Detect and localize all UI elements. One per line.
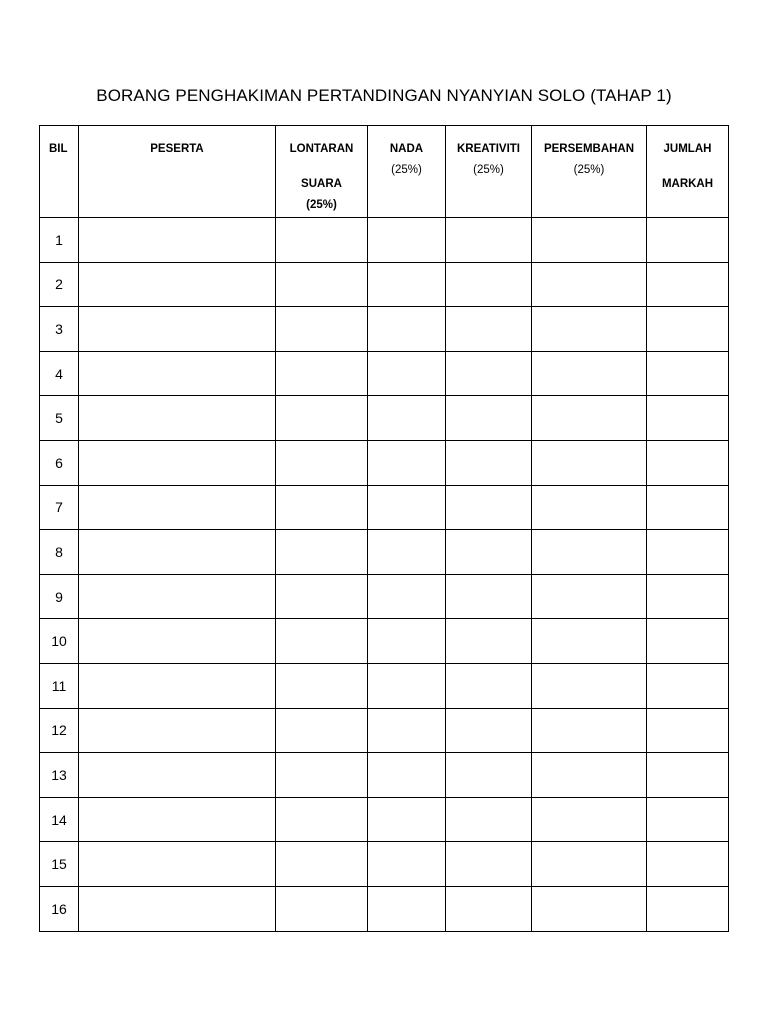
nada-cell[interactable]	[368, 351, 446, 396]
jumlah-markah-cell[interactable]	[647, 351, 729, 396]
row-number: 9	[40, 574, 79, 619]
lontaran-suara-cell[interactable]	[276, 262, 368, 307]
row-number: 1	[40, 218, 79, 263]
jumlah-markah-cell[interactable]	[647, 262, 729, 307]
kreativiti-cell[interactable]	[446, 218, 532, 263]
persembahan-cell[interactable]	[532, 262, 647, 307]
peserta-cell[interactable]	[79, 218, 276, 263]
table-row	[40, 753, 729, 798]
table-row	[40, 619, 729, 664]
row-number: 3	[40, 307, 79, 352]
table-row	[40, 530, 729, 575]
row-number: 4	[40, 351, 79, 396]
peserta-cell[interactable]	[79, 619, 276, 664]
kreativiti-cell[interactable]	[446, 262, 532, 307]
peserta-cell[interactable]	[79, 797, 276, 842]
peserta-cell[interactable]	[79, 351, 276, 396]
persembahan-cell[interactable]	[532, 753, 647, 798]
row-number: 14	[40, 797, 79, 842]
table-row	[40, 663, 729, 708]
jumlah-markah-cell[interactable]	[647, 485, 729, 530]
kreativiti-cell[interactable]	[446, 396, 532, 441]
row-number: 16	[40, 886, 79, 931]
table-row	[40, 574, 729, 619]
table-row	[40, 886, 729, 931]
lontaran-suara-cell[interactable]	[276, 797, 368, 842]
nada-cell[interactable]	[368, 797, 446, 842]
lontaran-suara-cell[interactable]	[276, 218, 368, 263]
jumlah-markah-cell[interactable]	[647, 218, 729, 263]
header-persembahan: PERSEMBAHAN (25%)	[532, 126, 647, 218]
nada-cell[interactable]	[368, 886, 446, 931]
nada-cell[interactable]	[368, 663, 446, 708]
persembahan-cell[interactable]	[532, 440, 647, 485]
peserta-cell[interactable]	[79, 708, 276, 753]
jumlah-markah-cell[interactable]	[647, 440, 729, 485]
row-number: 15	[40, 842, 79, 887]
nada-cell[interactable]	[368, 708, 446, 753]
kreativiti-cell[interactable]	[446, 485, 532, 530]
lontaran-suara-cell[interactable]	[276, 842, 368, 887]
persembahan-cell[interactable]	[532, 351, 647, 396]
jumlah-markah-cell[interactable]	[647, 663, 729, 708]
row-number: 10	[40, 619, 79, 664]
table-row	[40, 307, 729, 352]
peserta-cell[interactable]	[79, 842, 276, 887]
table-row	[40, 262, 729, 307]
lontaran-suara-cell[interactable]	[276, 619, 368, 664]
row-number: 5	[40, 396, 79, 441]
row-number: 6	[40, 440, 79, 485]
nada-cell[interactable]	[368, 574, 446, 619]
jumlah-markah-cell[interactable]	[647, 708, 729, 753]
persembahan-cell[interactable]	[532, 663, 647, 708]
peserta-cell[interactable]	[79, 440, 276, 485]
table-row	[40, 842, 729, 887]
persembahan-cell[interactable]	[532, 218, 647, 263]
row-number: 11	[40, 663, 79, 708]
table-row	[40, 218, 729, 263]
row-number: 12	[40, 708, 79, 753]
kreativiti-cell[interactable]	[446, 663, 532, 708]
peserta-cell[interactable]	[79, 574, 276, 619]
persembahan-cell[interactable]	[532, 485, 647, 530]
header-kreativiti: KREATIVITI (25%)	[446, 126, 532, 218]
row-number: 7	[40, 485, 79, 530]
header-jumlah-markah: JUMLAH MARKAH	[647, 126, 729, 218]
kreativiti-cell[interactable]	[446, 574, 532, 619]
lontaran-suara-cell[interactable]	[276, 351, 368, 396]
lontaran-suara-cell[interactable]	[276, 753, 368, 798]
form-title: BORANG PENGHAKIMAN PERTANDINGAN NYANYIAN SOLO (TAHAP 1)	[96, 86, 672, 105]
lontaran-suara-cell[interactable]	[276, 440, 368, 485]
nada-cell[interactable]	[368, 262, 446, 307]
lontaran-suara-cell[interactable]	[276, 485, 368, 530]
persembahan-cell[interactable]	[532, 574, 647, 619]
table-row	[40, 351, 729, 396]
lontaran-suara-cell[interactable]	[276, 307, 368, 352]
peserta-cell[interactable]	[79, 396, 276, 441]
peserta-cell[interactable]	[79, 262, 276, 307]
persembahan-cell[interactable]	[532, 842, 647, 887]
header-row	[40, 126, 729, 218]
table-row	[40, 797, 729, 842]
peserta-cell[interactable]	[79, 753, 276, 798]
peserta-cell[interactable]	[79, 307, 276, 352]
jumlah-markah-cell[interactable]	[647, 753, 729, 798]
jumlah-markah-cell[interactable]	[647, 530, 729, 575]
persembahan-cell[interactable]	[532, 619, 647, 664]
table-row	[40, 440, 729, 485]
nada-cell[interactable]	[368, 396, 446, 441]
nada-cell[interactable]	[368, 530, 446, 575]
header-peserta: PESERTA	[79, 126, 276, 218]
nada-cell[interactable]	[368, 307, 446, 352]
lontaran-suara-cell[interactable]	[276, 663, 368, 708]
jumlah-markah-cell[interactable]	[647, 619, 729, 664]
nada-cell[interactable]	[368, 485, 446, 530]
nada-cell[interactable]	[368, 218, 446, 263]
kreativiti-cell[interactable]	[446, 753, 532, 798]
persembahan-cell[interactable]	[532, 797, 647, 842]
lontaran-suara-cell[interactable]	[276, 530, 368, 575]
row-number: 8	[40, 530, 79, 575]
lontaran-suara-cell[interactable]	[276, 396, 368, 441]
jumlah-markah-cell[interactable]	[647, 797, 729, 842]
persembahan-cell[interactable]	[532, 307, 647, 352]
jumlah-markah-cell[interactable]	[647, 842, 729, 887]
table-row	[40, 485, 729, 530]
peserta-cell[interactable]	[79, 886, 276, 931]
nada-cell[interactable]	[368, 619, 446, 664]
peserta-cell[interactable]	[79, 530, 276, 575]
kreativiti-cell[interactable]	[446, 886, 532, 931]
kreativiti-cell[interactable]	[446, 797, 532, 842]
kreativiti-cell[interactable]	[446, 440, 532, 485]
persembahan-cell[interactable]	[532, 530, 647, 575]
kreativiti-cell[interactable]	[446, 307, 532, 352]
kreativiti-cell[interactable]	[446, 708, 532, 753]
persembahan-cell[interactable]	[532, 396, 647, 441]
persembahan-cell[interactable]	[532, 708, 647, 753]
lontaran-suara-cell[interactable]	[276, 574, 368, 619]
header-bil: BIL	[40, 126, 79, 218]
nada-cell[interactable]	[368, 753, 446, 798]
jumlah-markah-cell[interactable]	[647, 396, 729, 441]
jumlah-markah-cell[interactable]	[647, 307, 729, 352]
kreativiti-cell[interactable]	[446, 351, 532, 396]
kreativiti-cell[interactable]	[446, 530, 532, 575]
table-row	[40, 396, 729, 441]
kreativiti-cell[interactable]	[446, 619, 532, 664]
jumlah-markah-cell[interactable]	[647, 574, 729, 619]
jumlah-markah-cell[interactable]	[647, 886, 729, 931]
nada-cell[interactable]	[368, 440, 446, 485]
table-row	[40, 708, 729, 753]
persembahan-cell[interactable]	[532, 886, 647, 931]
peserta-cell[interactable]	[79, 485, 276, 530]
header-nada: NADA (25%)	[368, 126, 446, 218]
peserta-cell[interactable]	[79, 663, 276, 708]
kreativiti-cell[interactable]	[446, 842, 532, 887]
judging-table	[39, 125, 729, 932]
lontaran-suara-cell[interactable]	[276, 708, 368, 753]
lontaran-suara-cell[interactable]	[276, 886, 368, 931]
header-lontaran-suara: LONTARAN SUARA (25%)	[276, 126, 368, 218]
row-number: 2	[40, 262, 79, 307]
nada-cell[interactable]	[368, 842, 446, 887]
row-number: 13	[40, 753, 79, 798]
